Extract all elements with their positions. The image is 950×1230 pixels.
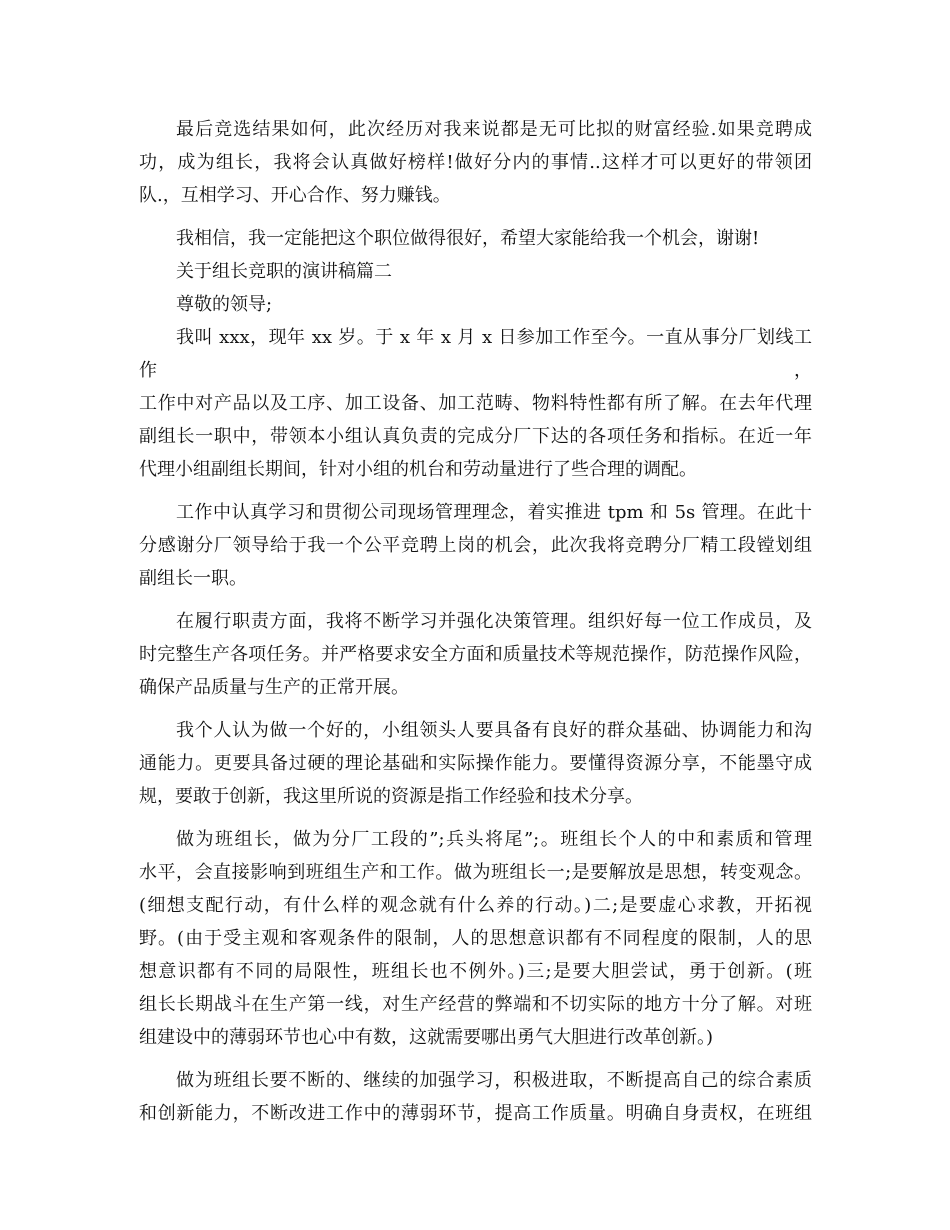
- text-line: 工作中对产品以及工序、加工设备、加工范畴、物料特性都有所了解。在去年代理: [139, 393, 812, 414]
- text-line: 在履行职责方面，我将不断学习并强化决策管理。组织好每一位工作成员，及: [176, 611, 812, 632]
- document-body: [139, 113, 812, 1130]
- text-line: 代理小组副组长期间，针对小组的机台和劳动量进行了些合理的调配。: [139, 459, 697, 480]
- text-line: 尊敬的领导;: [176, 294, 273, 315]
- text-line: 通能力。更要具备过硬的理论基础和实际操作能力。要懂得资源分享，不能墨守成: [139, 753, 812, 774]
- text-line: 队.，互相学习、开心合作、努力赚钱。: [139, 185, 451, 206]
- text-line: 规，要敢于创新，我这里所说的资源是指工作经验和技术分享。: [139, 786, 643, 807]
- text-line: (细想支配行动，有什么样的观念就有什么养的行动。)二;是要虚心求教，开拓视: [139, 895, 812, 916]
- paragraph: [139, 605, 812, 704]
- section-heading: [139, 255, 812, 288]
- text-line: 时完整生产各项任务。并严格要求安全方面和质量技术等规范操作，防范操作风险，: [139, 644, 812, 665]
- text-line: 我叫 xxx，现年 xx 岁。于 x 年 x 月 x 日参加工作至今。一直从事分厂划线工作，: [139, 327, 812, 381]
- text-line: 野。(由于受主观和客观条件的限制，人的思想意识都有不同程度的限制，人的思: [139, 928, 812, 949]
- text-line: 我个人认为做一个好的，小组领头人要具备有良好的群众基础、协调能力和沟: [176, 720, 812, 741]
- paragraph: [139, 113, 812, 212]
- text-line: 组建设中的薄弱环节也心中有数，这就需要哪出勇气大胆进行改革创新。): [139, 1027, 714, 1048]
- paragraph: [139, 714, 812, 813]
- text-line: 水平，会直接影响到班组生产和工作。做为班组长一;是要解放是思想，转变观念。: [139, 862, 812, 883]
- text-line: 副组长一职中，带领本小组认真负责的完成分厂下达的各项任务和指标。在近一年: [139, 426, 812, 447]
- text-line: 分感谢分厂领导给于我一个公平竞聘上岗的机会，此次我将竞聘分厂精工段镗划组: [139, 535, 812, 556]
- paragraph: [139, 321, 812, 486]
- text-line: 工作中认真学习和贯彻公司现场管理理念，着实推进 tpm 和 5s 管理。在此十: [176, 502, 812, 523]
- paragraph: [139, 222, 812, 255]
- paragraph: [139, 1064, 812, 1130]
- text-line: 关于组长竞职的演讲稿篇二: [176, 261, 392, 282]
- text-line: 组长长期战斗在生产第一线，对生产经营的弊端和不切实际的地方十分了解。对班: [139, 994, 812, 1015]
- text-line: 做为班组长，做为分厂工段的”;兵头将尾”;。班组长个人的中和素质和管理: [176, 829, 812, 850]
- paragraph: [139, 823, 812, 1054]
- text-line: 我相信，我一定能把这个职位做得很好，希望大家能给我一个机会，谢谢!: [176, 228, 760, 249]
- text-line: 想意识都有不同的局限性，班组长也不例外。)三;是要大胆尝试，勇于创新。(班: [139, 961, 812, 982]
- text-line: 最后竞选结果如何，此次经历对我来说都是无可比拟的财富经验.如果竞聘成: [176, 119, 812, 140]
- text-line: 和创新能力，不断改进工作中的薄弱环节，提高工作质量。明确自身责权，在班组: [139, 1103, 812, 1124]
- text-line: 功，成为组长，我将会认真做好榜样!做好分内的事情..这样才可以更好的带领团: [139, 152, 812, 173]
- salutation: [139, 288, 812, 321]
- text-line: 副组长一职。: [139, 568, 247, 589]
- text-line: 做为班组长要不断的、继续的加强学习，积极进取，不断提高自己的综合素质: [176, 1070, 812, 1091]
- text-line: 确保产品质量与生产的正常开展。: [139, 677, 409, 698]
- paragraph: [139, 496, 812, 595]
